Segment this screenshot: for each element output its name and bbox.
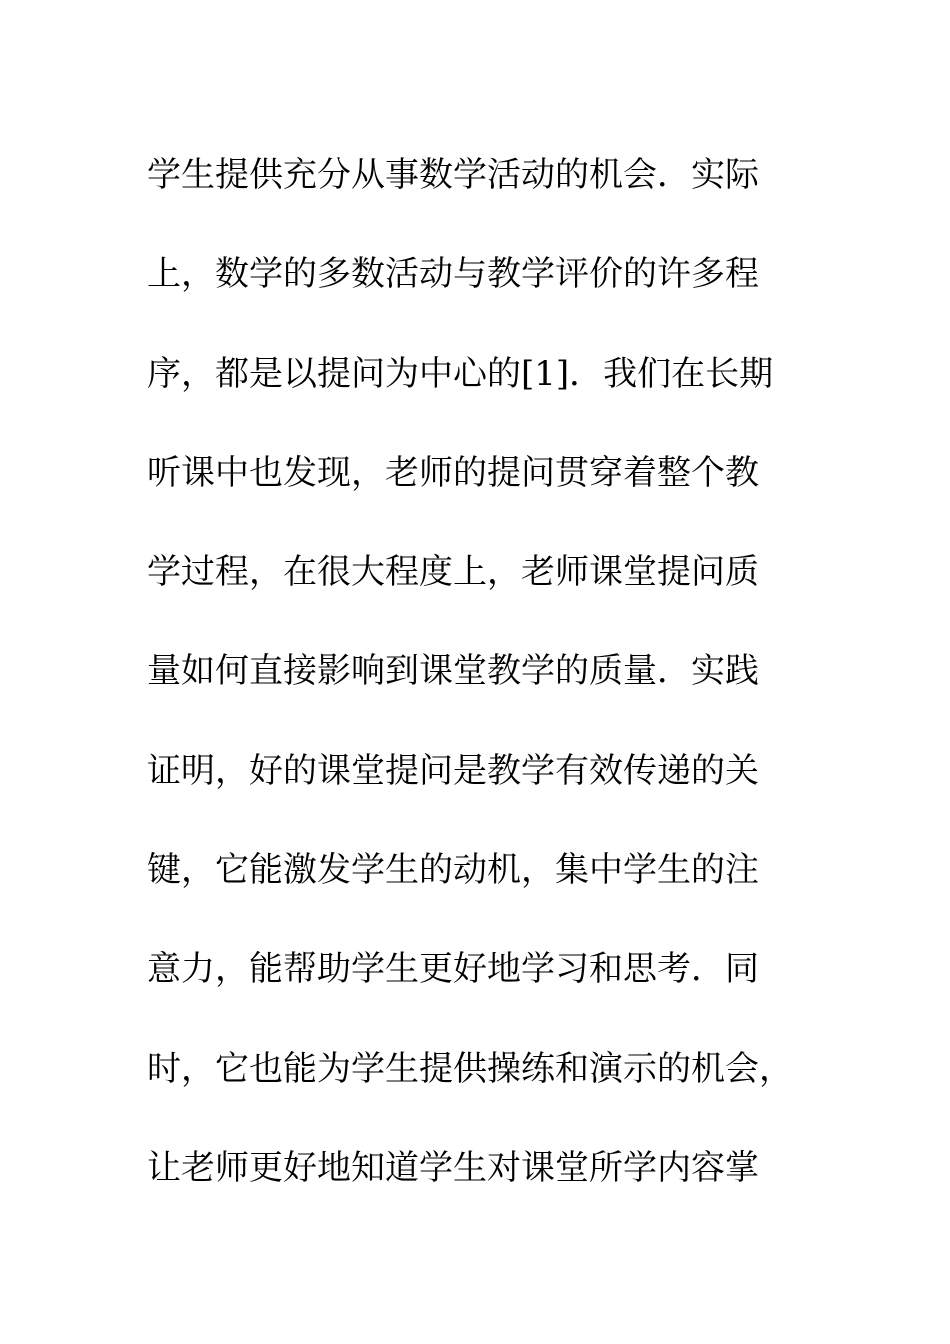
- text-line: 学过程，在很大程度上，老师课堂提问质: [147, 552, 759, 593]
- text-line: 意力，能帮助学生更好地学习和思考．同: [147, 949, 759, 990]
- body-text: [147, 126, 847, 1218]
- text-line: 让老师更好地知道学生对课堂所学内容掌: [147, 1147, 759, 1188]
- text-line: 量如何直接影响到课堂教学的质量．实践: [147, 651, 759, 692]
- text-line: 证明，好的课堂提问是教学有效传递的关: [147, 750, 759, 791]
- text-line: 时，它也能为学生提供操练和演示的机会，: [147, 1048, 793, 1089]
- text-line: 上，数学的多数活动与教学评价的许多程: [147, 254, 759, 295]
- text-line: 序，都是以提问为中心的[1]．我们在长期: [147, 353, 774, 394]
- text-line: 学生提供充分从事数学活动的机会．实际: [147, 155, 759, 195]
- text-line: 听课中也发现，老师的提问贯穿着整个教: [147, 452, 759, 493]
- text-line: 键，它能激发学生的动机，集中学生的注: [147, 850, 759, 891]
